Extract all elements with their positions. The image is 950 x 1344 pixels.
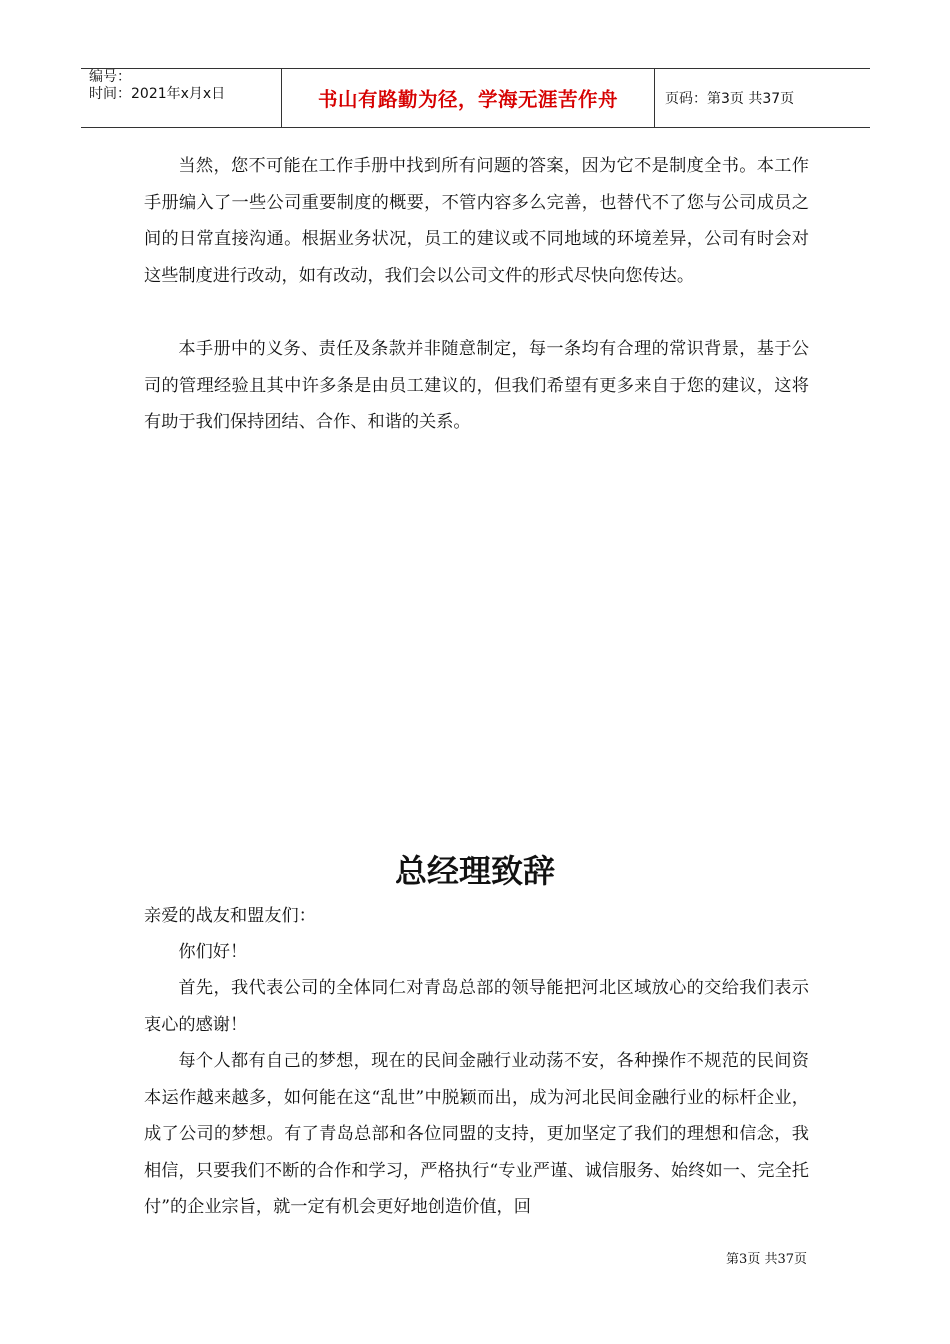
motto: 书山有路勤为径，学海无涯苦作舟 xyxy=(317,88,618,111)
header-motto-cell xyxy=(282,69,655,127)
page-number-label: 页码：第3页 共37页 xyxy=(665,91,795,107)
header-meta xyxy=(81,69,282,127)
header-page-cell xyxy=(655,69,870,127)
speech-title: 总经理致辞 xyxy=(394,852,555,890)
time-label: 时间：2021年x月x日 xyxy=(89,86,226,102)
page-header xyxy=(81,68,870,128)
intro-paragraph-2: 本手册中的义务、责任及条款并非随意制定，每一条均有合理的常识背景，基于公司的管理经验且其中许多条是由员工建议的，但我们希望有更多来自于您的建议，这将有助于我们保持团结、合作、和谐的关系。 xyxy=(144,339,809,432)
speech-greeting: 你们好！ xyxy=(178,942,248,962)
speech-salutation: 亲爱的战友和盟友们： xyxy=(144,906,316,926)
speech-paragraph-1: 首先，我代表公司的全体同仁对青岛总部的领导能把河北区域放心的交给我们表示衷心的感谢！ xyxy=(144,978,809,1035)
code-label: 编号： xyxy=(89,69,131,85)
speech-paragraph-2: 每个人都有自己的梦想，现在的民间金融行业动荡不安，各种操作不规范的民间资本运作越来越多，如何能在这“乱世”中脱颖而出，成为河北民间金融行业的标杆企业，成了公司的梦想。有了青岛总部和各位同盟的支持，更加坚定了我们的理想和信念，我相信，只要我们不断的合作和学习，严格执行“专业严谨、诚信服务、始终如一、完全托付”的企业宗旨，就一定有机会更好地创造价值，回 xyxy=(144,1051,809,1217)
intro-paragraph-1: 当然，您不可能在工作手册中找到所有问题的答案，因为它不是制度全书。本工作手册编入了一些公司重要制度的概要，不管内容多么完善，也替代不了您与公司成员之间的日常直接沟通。根据业务状况，员工的建议或不同地域的环境差异，公司有时会对这些制度进行改动，如有改动，我们会以公司文件的形式尽快向您传达。 xyxy=(144,156,809,286)
page-footer: 第3页 共37页 xyxy=(726,1252,807,1267)
